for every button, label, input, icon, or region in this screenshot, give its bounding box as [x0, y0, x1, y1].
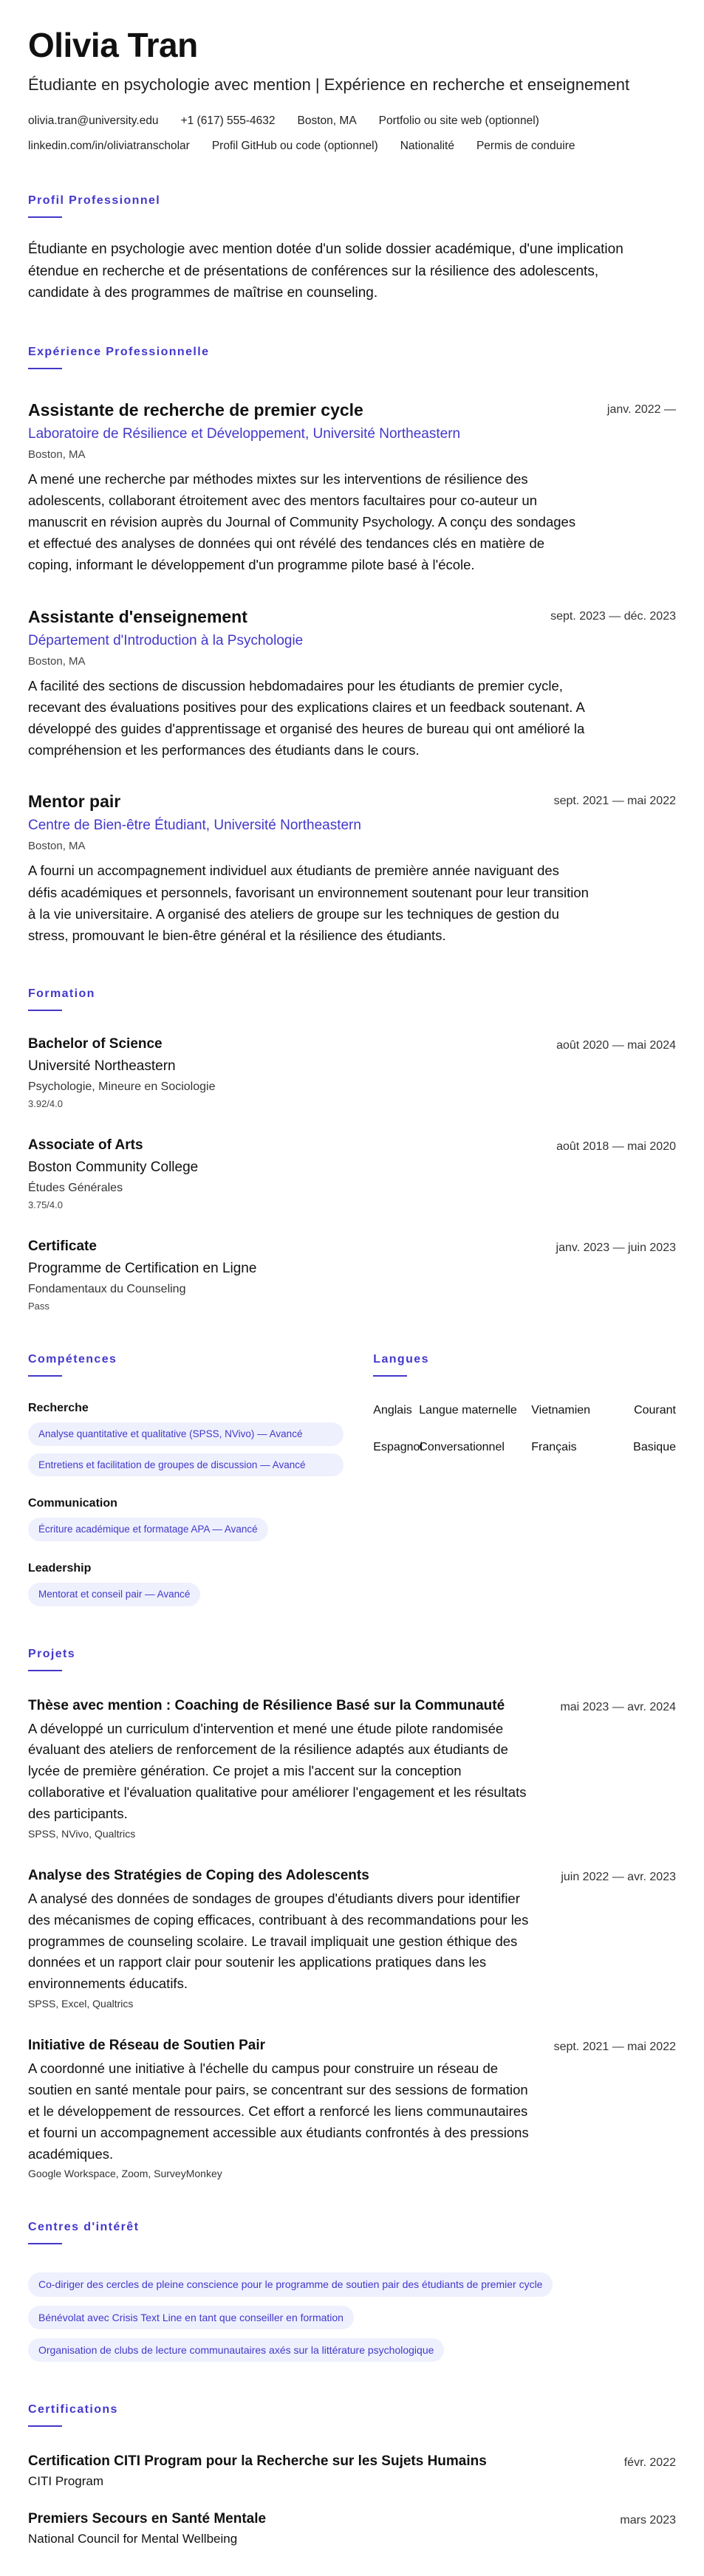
job-title: Assistante d'enseignement [28, 606, 247, 626]
contact-driving-license: Permis de conduire [476, 140, 575, 153]
project-item [28, 1698, 676, 1840]
language-level: Courant [634, 1404, 676, 1417]
project-name: Initiative de Réseau de Soutien Pair [28, 2038, 265, 2054]
project-dates: sept. 2021 — mai 2022 [553, 2041, 676, 2054]
section-title: Projets [28, 1647, 76, 1660]
interests-section [28, 2221, 676, 2362]
experience-item [28, 607, 676, 761]
job-title: Mentor pair [28, 792, 121, 812]
job-location: Boston, MA [28, 654, 86, 668]
interest-chip: Organisation de clubs de lecture communautaires axés sur la littérature psychologique [28, 2338, 444, 2362]
certification-date: mars 2023 [620, 2514, 676, 2527]
education-item [28, 1036, 676, 1109]
section-divider [28, 1010, 62, 1011]
job-location: Boston, MA [28, 840, 86, 853]
section-title: Certifications [28, 2403, 118, 2416]
section-title: Profil Professionnel [28, 194, 161, 208]
language-name: Espagnol [373, 1440, 423, 1453]
job-organization: Centre de Bien-être Étudiant, Université Northeastern [28, 818, 361, 834]
certification-item [28, 2511, 676, 2546]
job-location: Boston, MA [28, 448, 86, 461]
contact-email[interactable]: olivia.tran@university.edu [28, 114, 159, 128]
languages-table [373, 1402, 676, 1455]
skill-category: Recherche [28, 1402, 89, 1415]
job-description: A fourni un accompagnement individuel aux étudiants de première année naviguant des défis académiques et personnels, favorisant un environnement soutenant pour leur transition à la vie universitaire. A organisé des ateliers de groupe sur les techniques de gestion du stress, promouvant le bien-être général et la résilience des étudiants. [28, 863, 589, 944]
education-item [28, 1239, 676, 1312]
section-divider [28, 1375, 62, 1377]
project-dates: juin 2022 — avr. 2023 [561, 1870, 676, 1883]
skill-chip: Entretiens et facilitation de groupes de discussion — Avancé [28, 1453, 344, 1477]
contact-phone[interactable]: +1 (617) 555-4632 [180, 114, 276, 128]
field-of-study: Fondamentaux du Counseling [28, 1283, 186, 1296]
section-title: Langues [373, 1353, 429, 1366]
skill-category: Communication [28, 1497, 117, 1510]
experience-item [28, 792, 676, 946]
language-level: Conversationnel [419, 1440, 505, 1453]
job-organization: Département d'Introduction à la Psychologie [28, 632, 304, 648]
field-of-study: Études Générales [28, 1182, 123, 1195]
project-description: A analysé des données de sondages de groupes d'étudiants divers pour identifier des mécanismes de coping efficaces, contribuant à des recommandations pour les programmes de counseling scolaire. Le travail impliquait une gestion éthique des données et un rapport clair pour soutenir les applications pratiques dans les environnements éducatifs. [28, 1890, 529, 1992]
candidate-name: Olivia Tran [28, 26, 198, 64]
degree-name: Bachelor of Science [28, 1036, 163, 1052]
language-name: Français [531, 1440, 577, 1453]
grade: 3.92/4.0 [28, 1098, 63, 1110]
school-name: Programme de Certification en Ligne [28, 1261, 257, 1277]
education-section [28, 987, 676, 1312]
section-divider [28, 368, 62, 369]
section-divider [373, 1375, 407, 1377]
experience-section [28, 346, 676, 947]
skill-category: Leadership [28, 1562, 92, 1575]
interest-chip: Co-diriger des cercles de pleine conscience pour le programme de soutien pair des étudiants de premier cycle [28, 2272, 553, 2296]
school-name: Boston Community College [28, 1159, 199, 1176]
education-dates: janv. 2023 — juin 2023 [556, 1241, 676, 1255]
experience-item [28, 400, 676, 576]
candidate-headline: Étudiante en psychologie avec mention | Expérience en recherche et enseignement [28, 75, 630, 94]
interest-chip: Bénévolat avec Crisis Text Line en tant que conseiller en formation [28, 2306, 354, 2329]
skill-group [28, 1497, 344, 1541]
project-description: A coordonné une initiative à l'échelle du campus pour construire un réseau de soutien en santé mentale pour pairs, se concentrant sur des sessions de formation et le développement de ressources. Cet effort a renforcé les liens communautaires et fourni un accompagnement accessible aux étudiants confrontés à des pressions académiques. [28, 2061, 529, 2162]
job-dates: sept. 2021 — mai 2022 [553, 795, 676, 808]
project-tools: Google Workspace, Zoom, SurveyMonkey [28, 2168, 222, 2180]
section-title: Centres d'intérêt [28, 2221, 140, 2234]
summary-text: Étudiante en psychologie avec mention dotée d'un solide dossier académique, d'une implication étendue en recherche et de présentations de conférences sur la résilience des adolescents, candidate à des programmes de maîtrise en counseling. [28, 242, 623, 301]
contact-linkedin[interactable]: linkedin.com/in/oliviatranscholar [28, 140, 190, 153]
language-row [373, 1439, 676, 1456]
interests-list [28, 2264, 676, 2362]
skill-chip: Écriture académique et formatage APA — Avancé [28, 1518, 268, 1541]
skill-chip: Analyse quantitative et qualitative (SPSS, NVivo) — Avancé [28, 1422, 344, 1446]
education-item [28, 1137, 676, 1210]
skill-group [28, 1562, 344, 1606]
project-item [28, 1868, 676, 2010]
language-name: Vietnamien [531, 1404, 591, 1417]
degree-name: Associate of Arts [28, 1137, 143, 1154]
skills-languages-row [28, 1353, 676, 1606]
resume-header [28, 27, 676, 153]
job-dates: janv. 2022 — [606, 402, 676, 416]
skill-group [28, 1402, 344, 1476]
certifications-section [28, 2403, 676, 2546]
grade: 3.75/4.0 [28, 1199, 63, 1211]
contact-location: Boston, MA [297, 114, 357, 128]
project-dates: mai 2023 — avr. 2024 [560, 1700, 676, 1713]
education-dates: août 2020 — mai 2024 [556, 1039, 676, 1052]
project-item [28, 2038, 676, 2179]
certification-name: Certification CITI Program pour la Recherche sur les Sujets Humains [28, 2453, 487, 2470]
certification-issuer: CITI Program [28, 2474, 104, 2489]
job-description: A facilité des sections de discussion hebdomadaires pour les étudiants de premier cycle, recevant des évaluations positives pour des explications claires et un feedback soutenant. A développé des guides d'apprentissage et organisé des heures de bureau qui ont amélioré la compréhension et les performances des étudiants dans le cours. [28, 677, 585, 758]
degree-name: Certificate [28, 1239, 97, 1255]
certification-issuer: National Council for Mental Wellbeing [28, 2532, 238, 2546]
field-of-study: Psychologie, Mineure en Sociologie [28, 1080, 216, 1094]
contact-github[interactable]: Profil GitHub ou code (optionnel) [211, 140, 378, 153]
contact-portfolio[interactable]: Portfolio ou site web (optionnel) [378, 114, 539, 128]
job-description: A mené une recherche par méthodes mixtes sur les interventions de résilience des adolescents, collaborant étroitement avec des mentors facultaires pour co-auteur un manuscrit en révision auprès du Journal of Community Psychology. A conçu des sondages et effectué des analyses de données qui ont révélé des tendances clés en matière de coping, informant le développement d'un programme pilote basé à l'école. [28, 470, 576, 573]
job-title: Assistante de recherche de premier cycle [28, 400, 363, 419]
skills-section [28, 1353, 344, 1606]
section-title: Compétences [28, 1353, 117, 1366]
job-dates: sept. 2023 — déc. 2023 [550, 609, 676, 623]
language-level: Basique [633, 1440, 676, 1453]
section-divider [28, 1670, 62, 1671]
skill-chip: Mentorat et conseil pair — Avancé [28, 1583, 200, 1606]
projects-section [28, 1648, 676, 2180]
school-name: Université Northeastern [28, 1058, 176, 1075]
contact-list [28, 114, 676, 153]
languages-section [373, 1353, 676, 1606]
section-divider [28, 2243, 62, 2244]
section-divider [28, 2425, 62, 2427]
project-tools: SPSS, NVivo, Qualtrics [28, 1827, 136, 1840]
project-tools: SPSS, Excel, Qualtrics [28, 1998, 134, 2010]
section-title: Formation [28, 987, 95, 1001]
certification-item [28, 2453, 676, 2489]
language-name: Anglais [373, 1404, 412, 1417]
project-name: Analyse des Stratégies de Coping des Adolescents [28, 1867, 369, 1883]
certification-name: Premiers Secours en Santé Mentale [28, 2511, 267, 2527]
project-name: Thèse avec mention : Coaching de Résilience Basé sur la Communauté [28, 1697, 505, 1713]
section-divider [28, 216, 62, 218]
summary-section [28, 194, 676, 304]
project-description: A développé un curriculum d'intervention et mené une étude pilote randomisée évaluant des ateliers de renforcement de la résilience adaptés aux étudiants de lycée de première génération. Ce projet a mis l'accent sur la conception collaborative et l'évaluation qualitative pour améliorer l'engagement et les résultats des participants. [28, 1720, 527, 1822]
language-row [373, 1402, 676, 1419]
grade: Pass [28, 1301, 49, 1312]
certification-date: févr. 2022 [623, 2456, 676, 2470]
contact-nationality: Nationalité [400, 140, 454, 153]
section-title: Expérience Professionnelle [28, 345, 210, 358]
education-dates: août 2018 — mai 2020 [556, 1140, 676, 1154]
job-organization: Laboratoire de Résilience et Développement, Université Northeastern [28, 425, 461, 442]
language-level: Langue maternelle [419, 1404, 517, 1417]
